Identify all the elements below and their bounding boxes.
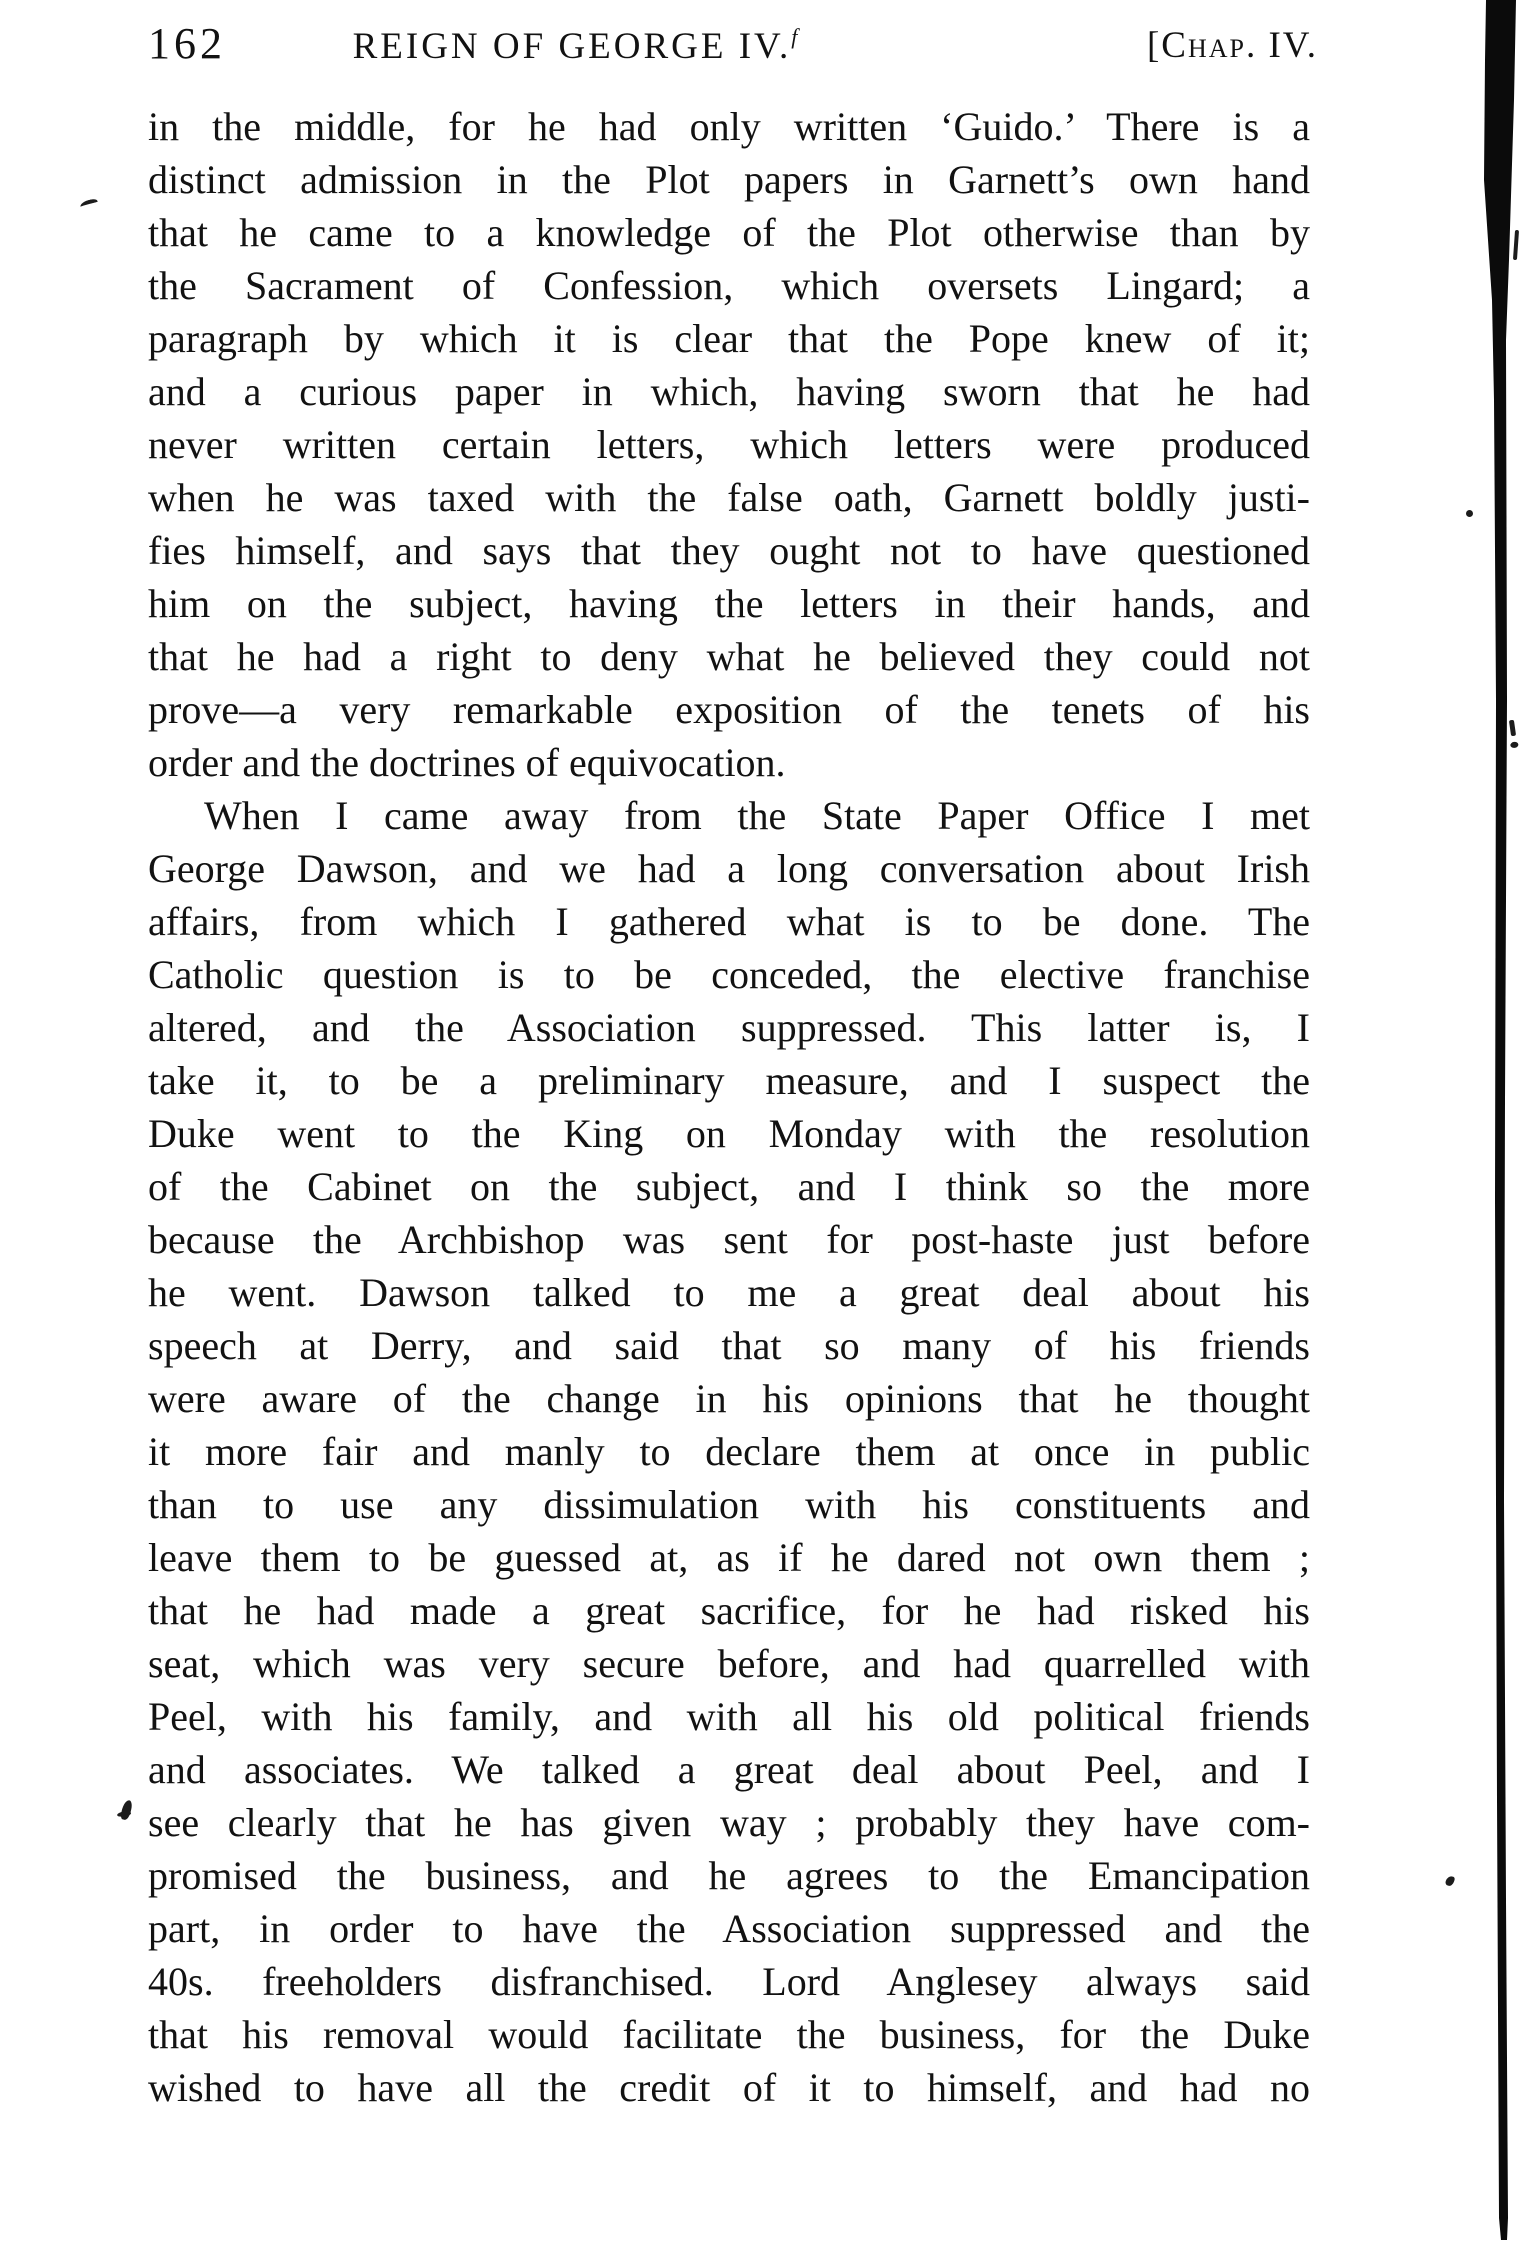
text-line: were aware of the change in his opinions that he thought xyxy=(148,1376,1310,1421)
text-line: that he had made a great sacrifice, for he had risked his xyxy=(148,1588,1310,1633)
text-line: fies himself, and says that they ought not to have questioned xyxy=(148,528,1310,573)
ink-speck xyxy=(1466,510,1473,517)
text-line: see clearly that he has given way ; probably they have com- xyxy=(148,1800,1310,1845)
text-line: part, in order to have the Association suppressed and the xyxy=(148,1906,1310,1951)
text-line: that he had a right to deny what he believed they could not xyxy=(148,634,1310,679)
text-line: he went. Dawson talked to me a great deal about his xyxy=(148,1270,1310,1315)
text-line: Peel, with his family, and with all his old political friends xyxy=(148,1694,1310,1739)
text-line: and associates. We talked a great deal about Peel, and I xyxy=(148,1747,1310,1792)
text-line: George Dawson, and we had a long conversation about Irish xyxy=(148,846,1310,891)
paragraph xyxy=(148,789,1310,2114)
text-line: When I came away from the State Paper Office I met xyxy=(204,793,1310,838)
text-line: when he was taxed with the false oath, Garnett boldly justi- xyxy=(148,475,1310,520)
text-line: it more fair and manly to declare them at once in public xyxy=(148,1429,1310,1474)
text-line: than to use any dissimulation with his constituents and xyxy=(148,1482,1310,1527)
running-head-text: REIGN OF GEORGE IV. xyxy=(352,26,792,67)
text-line: order and the doctrines of equivocation. xyxy=(148,740,786,785)
text-line: altered, and the Association suppressed. This latter is, I xyxy=(148,1005,1310,1050)
text-line: of the Cabinet on the subject, and I think so the more xyxy=(148,1164,1310,1209)
running-head-title xyxy=(353,24,798,68)
text-line: in the middle, for he had only written ‘Guido.’ There is a xyxy=(148,104,1310,149)
text-line: that his removal would facilitate the business, for the Duke xyxy=(148,2012,1310,2057)
ink-speck xyxy=(79,198,98,210)
ink-speck xyxy=(1445,1875,1456,1887)
text-line: because the Archbishop was sent for post-haste just before xyxy=(148,1217,1310,1262)
text-line: speech at Derry, and said that so many of his friends xyxy=(148,1323,1310,1368)
text-line: Catholic question is to be conceded, the elective franchise xyxy=(148,952,1310,997)
text-line: distinct admission in the Plot papers in Garnett’s own hand xyxy=(148,157,1310,202)
text-line: affairs, from which I gathered what is to be done. The xyxy=(148,899,1310,944)
text-line: that he came to a knowledge of the Plot otherwise than by xyxy=(148,210,1310,255)
text-line: leave them to be guessed at, as if he dared not own them ; xyxy=(148,1535,1310,1580)
text-line: Duke went to the King on Monday with the resolution xyxy=(148,1111,1310,1156)
page-number: 162 xyxy=(148,19,226,68)
text-line: seat, which was very secure before, and had quarrelled with xyxy=(148,1641,1310,1686)
chapter-label: [Chap. IV. xyxy=(1146,25,1318,66)
text-line: and a curious paper in which, having sworn that he had xyxy=(148,369,1310,414)
ink-speck xyxy=(1509,720,1516,737)
ink-mark-superscript: f xyxy=(791,24,798,49)
text-line: prove—a very remarkable exposition of the tenets of his xyxy=(148,687,1310,732)
text-line: take it, to be a preliminary measure, and I suspect the xyxy=(148,1058,1310,1103)
text-line: him on the subject, having the letters in their hands, and xyxy=(148,581,1310,626)
text-line: never written certain letters, which letters were produced xyxy=(148,422,1310,467)
text-line: promised the business, and he agrees to the Emancipation xyxy=(148,1853,1310,1898)
text-line: wished to have all the credit of it to himself, and had no xyxy=(148,2065,1310,2110)
ink-speck xyxy=(1513,230,1519,260)
text-line: the Sacrament of Confession, which oversets Lingard; a xyxy=(148,263,1310,308)
text-block xyxy=(148,100,1310,2114)
text-line: 40s. freeholders disfranchised. Lord Anglesey always said xyxy=(148,1959,1310,2004)
paragraph xyxy=(148,100,1310,789)
text-line: paragraph by which it is clear that the Pope knew of it; xyxy=(148,316,1310,361)
ink-speck xyxy=(120,1799,133,1820)
binding-shadow-artifact xyxy=(1482,0,1522,2246)
running-header xyxy=(0,0,1535,80)
